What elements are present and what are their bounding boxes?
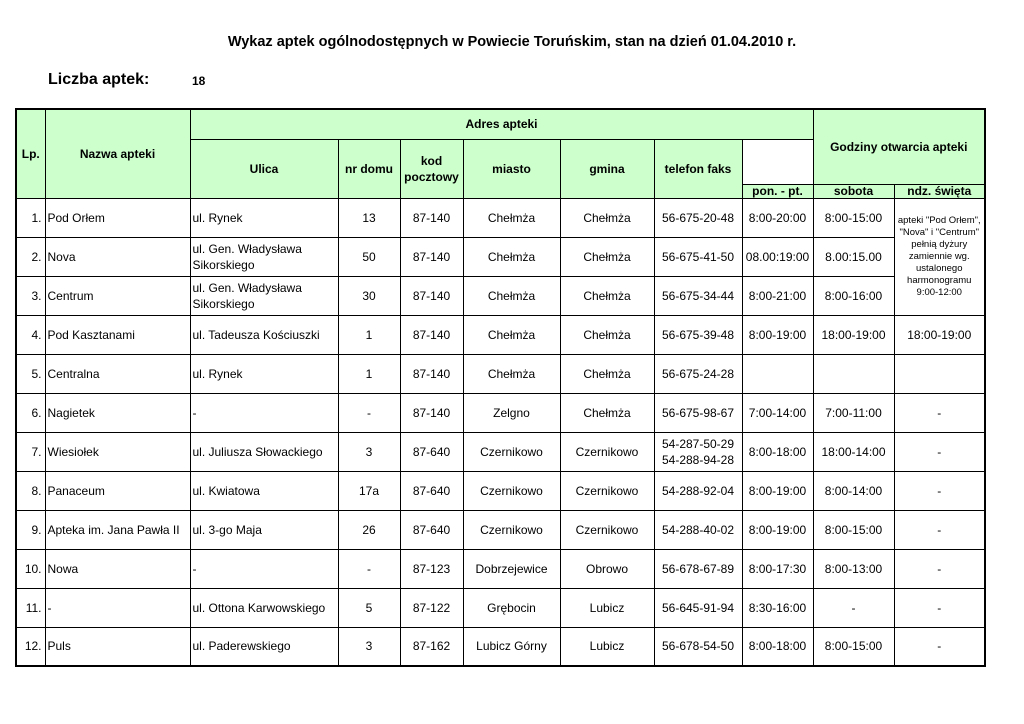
pharmacy-count-value: 18: [192, 74, 206, 88]
hours-mon-fri: 8:00-19:00: [742, 510, 813, 549]
postal-code: 87-140: [400, 393, 463, 432]
pharmacy-name: Nagietek: [45, 393, 190, 432]
hours-saturday: 8:00-15:00: [813, 198, 894, 237]
hours-saturday: 18:00-19:00: [813, 315, 894, 354]
table-row: [16, 627, 985, 666]
commune: Chełmża: [560, 198, 654, 237]
phone: 56-675-98-67: [654, 393, 742, 432]
city: Dobrzejewice: [463, 549, 560, 588]
postal-code: 87-140: [400, 315, 463, 354]
table-row: [16, 393, 985, 432]
city: Chełmża: [463, 198, 560, 237]
street: ul. Ottona Karwowskiego: [190, 588, 338, 627]
commune: Obrowo: [560, 549, 654, 588]
city: Czernikowo: [463, 510, 560, 549]
house-number: 26: [338, 510, 400, 549]
row-number: 1.: [16, 198, 45, 237]
row-number: 3.: [16, 276, 45, 315]
street: ul. Gen. Władysława Sikorskiego: [190, 276, 338, 315]
postal-code: 87-140: [400, 237, 463, 276]
hours-mon-fri: 7:00-14:00: [742, 393, 813, 432]
table-row: [16, 549, 985, 588]
pharmacy-name: Apteka im. Jana Pawła II: [45, 510, 190, 549]
street: -: [190, 393, 338, 432]
city: Chełmża: [463, 354, 560, 393]
street: ul. Juliusza Słowackiego: [190, 432, 338, 471]
commune: Chełmża: [560, 315, 654, 354]
row-number: 7.: [16, 432, 45, 471]
table-row: [16, 432, 985, 471]
hours-saturday: 18:00-14:00: [813, 432, 894, 471]
row-number: 10.: [16, 549, 45, 588]
house-number: -: [338, 393, 400, 432]
header-phone: telefon faks: [654, 139, 742, 198]
city: Chełmża: [463, 237, 560, 276]
table-row: [16, 198, 985, 237]
table-row: [16, 510, 985, 549]
city: Lubicz Górny: [463, 627, 560, 666]
row-number: 8.: [16, 471, 45, 510]
row-number: 11.: [16, 588, 45, 627]
postal-code: 87-640: [400, 432, 463, 471]
pharmacy-name: Puls: [45, 627, 190, 666]
pharmacy-name: -: [45, 588, 190, 627]
hours-saturday: 8:00-15:00: [813, 627, 894, 666]
header-saturday: sobota: [813, 184, 894, 198]
table-row: [16, 354, 985, 393]
header-lp: Lp.: [16, 109, 45, 198]
document-title: Wykaz aptek ogólnodostępnych w Powiecie Toruńskim, stan na dzień 01.04.2010 r.: [227, 34, 797, 50]
street: ul. Rynek: [190, 354, 338, 393]
table-row: [16, 471, 985, 510]
hours-sun-holidays: -: [894, 588, 985, 627]
street: ul. Rynek: [190, 198, 338, 237]
table-row: [16, 276, 985, 315]
pharmacy-name: Nowa: [45, 549, 190, 588]
hours-sun-holidays: -: [894, 393, 985, 432]
commune: Lubicz: [560, 588, 654, 627]
hours-saturday: 8:00-13:00: [813, 549, 894, 588]
street: ul. Tadeusza Kościuszki: [190, 315, 338, 354]
header-house-no: nr domu: [338, 139, 400, 198]
hours-sun-holidays: -: [894, 549, 985, 588]
commune: Chełmża: [560, 276, 654, 315]
pharmacy-count-label: Liczba aptek:: [48, 71, 150, 88]
hours-mon-fri: 08.00:19:00: [742, 237, 813, 276]
header-commune: gmina: [560, 139, 654, 198]
city: Czernikowo: [463, 432, 560, 471]
pharmacy-name: Centralna: [45, 354, 190, 393]
street: ul. 3-go Maja: [190, 510, 338, 549]
hours-saturday: 8:00-16:00: [813, 276, 894, 315]
hours-saturday: 8:00-15:00: [813, 510, 894, 549]
postal-code: 87-140: [400, 198, 463, 237]
commune: Chełmża: [560, 393, 654, 432]
hours-mon-fri: 8:30-16:00: [742, 588, 813, 627]
row-number: 2.: [16, 237, 45, 276]
table-row: [16, 237, 985, 276]
pharmacy-name: Wiesiołek: [45, 432, 190, 471]
postal-code: 87-140: [400, 276, 463, 315]
pharmacy-name: Nova: [45, 237, 190, 276]
phone: 54-288-92-04: [654, 471, 742, 510]
pharmacy-name: Centrum: [45, 276, 190, 315]
hours-sun-holidays: -: [894, 471, 985, 510]
phone: 56-675-24-28: [654, 354, 742, 393]
house-number: 1: [338, 315, 400, 354]
city: Czernikowo: [463, 471, 560, 510]
row-number: 12.: [16, 627, 45, 666]
house-number: 5: [338, 588, 400, 627]
commune: Czernikowo: [560, 510, 654, 549]
phone: 56-675-39-48: [654, 315, 742, 354]
commune: Chełmża: [560, 354, 654, 393]
pharmacy-name: Pod Kasztanami: [45, 315, 190, 354]
pharmacy-table: [15, 108, 986, 667]
phone: 54-288-40-02: [654, 510, 742, 549]
house-number: 1: [338, 354, 400, 393]
hours-mon-fri: 8:00-19:00: [742, 315, 813, 354]
house-number: 17a: [338, 471, 400, 510]
phone: 56-675-20-48: [654, 198, 742, 237]
postal-code: 87-162: [400, 627, 463, 666]
postal-code: 87-640: [400, 510, 463, 549]
header-postal-code: kod pocztowy: [400, 139, 463, 198]
header-mon-fri: pon. - pt.: [742, 184, 813, 198]
hours-mon-fri: [742, 354, 813, 393]
header-name: Nazwa apteki: [45, 109, 190, 198]
hours-saturday: 7:00-11:00: [813, 393, 894, 432]
postal-code: 87-140: [400, 354, 463, 393]
pharmacy-name: Panaceum: [45, 471, 190, 510]
street: ul. Paderewskiego: [190, 627, 338, 666]
hours-mon-fri: 8:00-18:00: [742, 627, 813, 666]
phone: 56-675-34-44: [654, 276, 742, 315]
postal-code: 87-122: [400, 588, 463, 627]
header-hours: Godziny otwarcia apteki: [813, 109, 985, 184]
hours-sun-holidays: -: [894, 510, 985, 549]
header-city: miasto: [463, 139, 560, 198]
commune: Chełmża: [560, 237, 654, 276]
hours-mon-fri: 8:00-18:00: [742, 432, 813, 471]
city: Zelgno: [463, 393, 560, 432]
hours-sun-holidays: -: [894, 432, 985, 471]
phone: 56-645-91-94: [654, 588, 742, 627]
hours-mon-fri: 8:00-20:00: [742, 198, 813, 237]
header-address: Adres apteki: [190, 109, 813, 139]
commune: Czernikowo: [560, 432, 654, 471]
row-number: 4.: [16, 315, 45, 354]
phone: 56-678-54-50: [654, 627, 742, 666]
row-number: 5.: [16, 354, 45, 393]
city: Chełmża: [463, 315, 560, 354]
street: -: [190, 549, 338, 588]
header-street: Ulica: [190, 139, 338, 198]
house-number: 3: [338, 432, 400, 471]
city: Chełmża: [463, 276, 560, 315]
hours-sun-holidays: [894, 354, 985, 393]
phone: 54-287-50-29 54-288-94-28: [654, 432, 742, 471]
commune: Lubicz: [560, 627, 654, 666]
shared-duty-note: apteki "Pod Orłem", "Nova" i "Centrum" pełnią dyżury zamiennie wg. ustalonego harmonogramu 9:00-12:00: [894, 198, 985, 315]
street: ul. Kwiatowa: [190, 471, 338, 510]
row-number: 6.: [16, 393, 45, 432]
phone: 56-675-41-50: [654, 237, 742, 276]
house-number: 13: [338, 198, 400, 237]
street: ul. Gen. Władysława Sikorskiego: [190, 237, 338, 276]
hours-saturday: -: [813, 588, 894, 627]
postal-code: 87-640: [400, 471, 463, 510]
hours-mon-fri: 8:00-21:00: [742, 276, 813, 315]
phone: 56-678-67-89: [654, 549, 742, 588]
hours-sun-holidays: 18:00-19:00: [894, 315, 985, 354]
house-number: -: [338, 549, 400, 588]
row-number: 9.: [16, 510, 45, 549]
hours-sun-holidays: -: [894, 627, 985, 666]
house-number: 3: [338, 627, 400, 666]
table-row: [16, 588, 985, 627]
hours-saturday: 8.00:15.00: [813, 237, 894, 276]
table-row: [16, 315, 985, 354]
hours-saturday: 8:00-14:00: [813, 471, 894, 510]
hours-mon-fri: 8:00-17:30: [742, 549, 813, 588]
postal-code: 87-123: [400, 549, 463, 588]
hours-saturday: [813, 354, 894, 393]
hours-mon-fri: 8:00-19:00: [742, 471, 813, 510]
city: Grębocin: [463, 588, 560, 627]
house-number: 30: [338, 276, 400, 315]
house-number: 50: [338, 237, 400, 276]
pharmacy-name: Pod Orłem: [45, 198, 190, 237]
header-sun-holidays: ndz. święta: [894, 184, 985, 198]
commune: Czernikowo: [560, 471, 654, 510]
